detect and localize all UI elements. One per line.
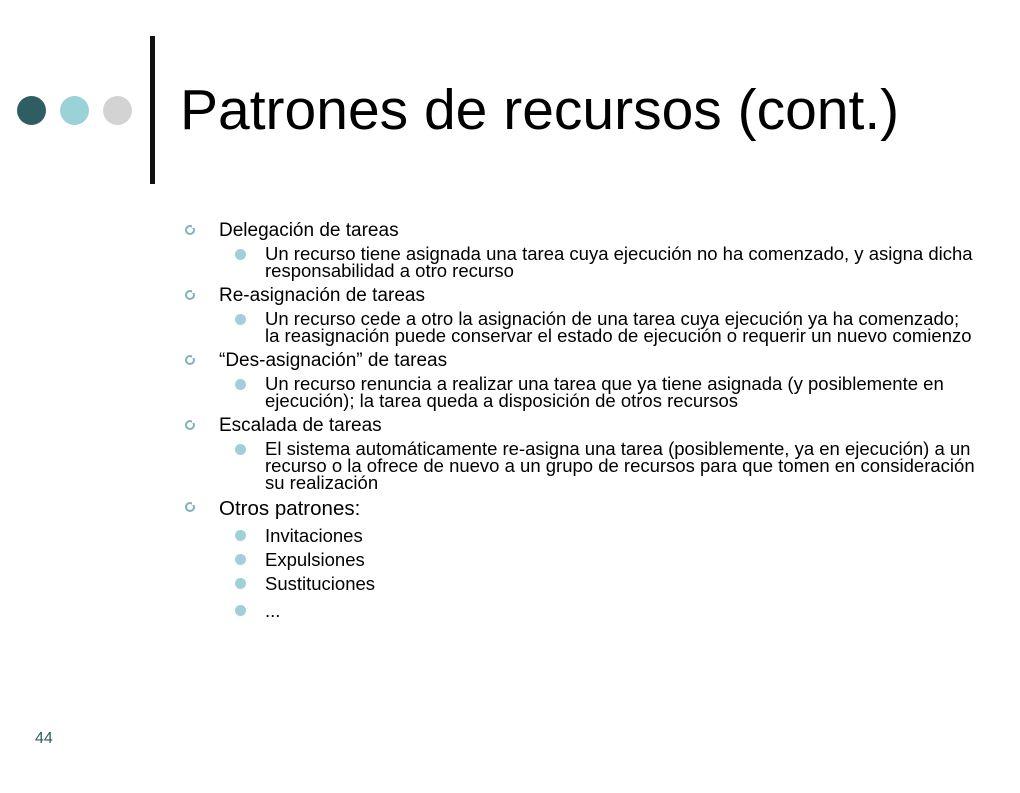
dot-bullet-icon	[235, 605, 246, 616]
section-heading-text: Re-asignación de tareas	[219, 285, 425, 306]
title-divider-bar	[150, 36, 155, 184]
sub-item	[185, 548, 975, 571]
section-desasignacion	[185, 350, 975, 409]
sub-item-text: Un recurso renuncia a realizar una tarea que ya tiene asignada (y posiblemente en ejecución); la tarea queda a disposición de otros recursos	[265, 373, 944, 411]
sub-item	[185, 375, 975, 409]
section-otros-patrones	[185, 497, 975, 622]
dot-bullet-icon	[235, 314, 246, 325]
section-heading-text: Delegación de tareas	[219, 220, 399, 241]
sub-item	[185, 310, 975, 344]
sub-item-text: Expulsiones	[265, 549, 365, 570]
section-heading-text: Escalada de tareas	[219, 415, 382, 436]
sub-item	[185, 572, 975, 595]
sub-item	[185, 599, 975, 622]
slide-title: Patrones de recursos (cont.)	[180, 78, 900, 142]
sub-item-text: Invitaciones	[265, 525, 363, 546]
sub-item-text: Un recurso cede a otro la asignación de una tarea cuya ejecución ya ha comenzado; la reasignación puede conservar el estado de ejecución o requerir un nuevo comienzo	[265, 308, 972, 346]
sub-item-text: ...	[265, 600, 281, 621]
dot-bullet-icon	[235, 578, 246, 589]
decorative-dot-light	[60, 96, 89, 125]
dot-bullet-icon	[235, 554, 246, 565]
sub-item	[185, 440, 975, 491]
section-heading	[185, 285, 975, 307]
sub-item-text: El sistema automáticamente re-asigna una tarea (posiblemente, ya en ejecución) a un recurso o la ofrece de nuevo a un grupo de recursos para que tomen en consideración su realización	[265, 438, 975, 493]
decorative-dot-gray	[103, 96, 132, 125]
decorative-dot-dark	[17, 96, 46, 125]
section-heading	[185, 497, 975, 521]
page-number: 44	[35, 730, 53, 747]
section-delegacion	[185, 220, 975, 279]
bullet-list	[185, 220, 975, 628]
ring-bullet-icon	[185, 502, 195, 512]
section-reasignacion	[185, 285, 975, 344]
sub-item-text: Un recurso tiene asignada una tarea cuya ejecución no ha comenzado, y asigna dicha responsabilidad a otro recurso	[265, 243, 973, 281]
dot-bullet-icon	[235, 249, 246, 260]
section-heading	[185, 350, 975, 372]
dot-bullet-icon	[235, 530, 246, 541]
ring-bullet-icon	[185, 355, 195, 365]
section-escalada	[185, 415, 975, 491]
section-heading-text: Otros patrones:	[219, 497, 361, 520]
ring-bullet-icon	[185, 225, 195, 235]
dot-bullet-icon	[235, 444, 246, 455]
ring-bullet-icon	[185, 420, 195, 430]
sub-item	[185, 524, 975, 547]
section-heading-text: “Des-asignación” de tareas	[219, 350, 448, 371]
dot-bullet-icon	[235, 379, 246, 390]
section-heading	[185, 220, 975, 242]
sub-item-text: Sustituciones	[265, 573, 376, 594]
section-heading	[185, 415, 975, 437]
ring-bullet-icon	[185, 290, 195, 300]
sub-item	[185, 245, 975, 279]
